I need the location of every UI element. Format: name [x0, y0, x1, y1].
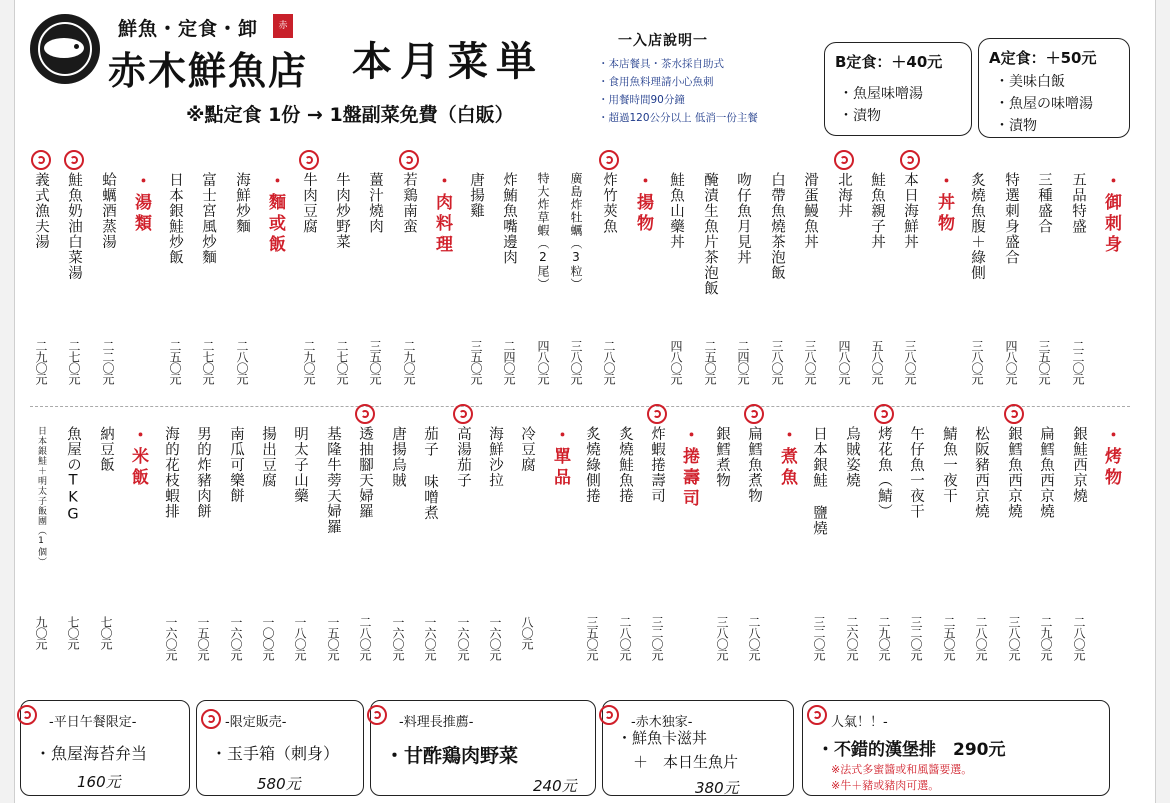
menu-item — [28, 172, 54, 250]
menu-item — [320, 426, 346, 535]
box-title: -限定販売- — [225, 715, 287, 730]
menu-item-name: 三種盛合 — [1036, 172, 1052, 234]
menu-item — [450, 426, 476, 488]
menu-item-price: 二二〇元 — [1071, 340, 1085, 384]
box-item: ・甘酢鶏肉野菜 — [385, 745, 519, 767]
menu-item-name: 吻仔魚月見丼 — [735, 172, 751, 265]
menu-item — [730, 172, 756, 265]
menu-item-name: 基隆牛蒡天婦羅 — [325, 426, 341, 535]
menu-item-price: 二四〇元 — [502, 340, 516, 384]
category-column — [774, 426, 800, 489]
menu-item-price: 一六〇元 — [488, 616, 502, 660]
category-column — [630, 172, 656, 235]
category-column — [931, 172, 957, 235]
menu-item-price: 一六〇元 — [456, 616, 470, 660]
popular-box — [802, 700, 1110, 796]
category-column — [125, 426, 151, 489]
menu-item — [612, 426, 638, 504]
menu-item — [195, 172, 221, 265]
menu-item-price: 八〇元 — [520, 616, 534, 649]
set-a-item: ・魚屋の味噌湯 — [995, 96, 1093, 112]
recommend-swirl-icon — [367, 705, 387, 725]
box-price: 580元 — [257, 775, 301, 793]
box-title: -赤木独家- — [631, 715, 693, 730]
menu-item-price: 三八〇元 — [803, 340, 817, 384]
menu-item-name: 炸竹莢魚 — [601, 172, 617, 234]
menu-item — [839, 426, 865, 488]
box-item-2: ＋ 本日生魚片 — [633, 753, 739, 771]
menu-item-price: 二九〇元 — [402, 340, 416, 384]
menu-item-price: 三二〇元 — [909, 616, 923, 660]
notes-title: 一入店說明一 — [618, 33, 708, 49]
menu-item-name: 炙燒鮭魚捲 — [617, 426, 633, 504]
menu-item-price: 四八〇元 — [536, 340, 550, 384]
menu-item-name: 廣島炸牡蠣（3粒） — [569, 172, 583, 291]
category-title: ・烤物 — [1101, 426, 1121, 489]
menu-item-name: 海的花枝蝦排 — [163, 426, 179, 519]
recommend-swirl-icon — [453, 404, 473, 424]
recommend-swirl-icon — [900, 150, 920, 170]
menu-item — [897, 172, 923, 250]
shop-logo — [30, 14, 100, 84]
menu-item — [417, 426, 443, 521]
note-line: ・用餐時間90分鐘 — [598, 94, 685, 106]
menu-item — [806, 426, 832, 536]
menu-item-name: 魚屋のTKG — [65, 426, 81, 524]
menu-item — [903, 426, 929, 519]
menu-item — [162, 172, 188, 265]
category-title: ・煮魚 — [777, 426, 797, 489]
menu-item-name: 特大炸草蝦（2尾） — [536, 172, 550, 291]
recommend-swirl-icon — [599, 150, 619, 170]
set-a-item: ・美味白飯 — [995, 74, 1065, 90]
menu-item — [93, 426, 119, 473]
menu-item-price: 二七〇元 — [335, 340, 349, 384]
set-b-title: B定食：＋40元 — [835, 53, 943, 71]
menu-item-price: 四八〇元 — [669, 340, 683, 384]
category-column — [262, 172, 288, 256]
menu-item — [255, 426, 281, 488]
menu-item-price: 二八〇元 — [618, 616, 632, 660]
menu-item-name: 明太子山藥 — [292, 426, 308, 504]
menu-item — [596, 172, 622, 234]
category-title: ・捲壽司 — [679, 426, 699, 510]
recommend-swirl-icon — [744, 404, 764, 424]
menu-item-name: 茄子 味噌煮 — [422, 426, 438, 521]
menu-item-price: 三二〇元 — [812, 616, 826, 660]
box-title: -平日午餐限定- — [49, 715, 137, 730]
menu-item-price: 一六〇元 — [164, 616, 178, 660]
category-title: ・麵或飯 — [265, 172, 285, 256]
note-line: ・超過120公分以上 低消一份主餐 — [598, 112, 758, 124]
menu-item-name: 銀鱈煮物 — [714, 426, 730, 488]
menu-item-price: 二五〇元 — [168, 340, 182, 384]
box-note: ※牛＋豬或豬肉可選。 — [831, 779, 940, 792]
set-a-title: A定食：＋50元 — [989, 49, 1097, 67]
seal-stamp: 赤 — [273, 14, 293, 38]
menu-item-name: 唐揚雞 — [468, 172, 484, 219]
menu-item — [1031, 172, 1057, 234]
box-title: 人氣！！- — [831, 715, 888, 730]
set-promo: ※點定食 1份 → 1盤副菜免費（白販） — [186, 104, 514, 126]
shop-subtitle: 鮮魚・定食・卸 — [118, 18, 259, 40]
menu-item-price: 七〇元 — [66, 616, 80, 649]
menu-item-price: 四八〇元 — [1004, 340, 1018, 384]
menu-item-price: 二七〇元 — [201, 340, 215, 384]
menu-item-price: 二七〇元 — [67, 340, 81, 384]
limited-sale-box — [196, 700, 364, 796]
menu-item-name: 炸蝦捲壽司 — [649, 426, 665, 504]
menu-item — [797, 172, 823, 250]
box-item: ・鮮魚卡滋丼 — [617, 729, 708, 747]
menu-item-name: 海鮮炒麵 — [234, 172, 250, 234]
category-column — [547, 426, 573, 489]
menu-item-name: 醃漬生魚片茶泡飯 — [702, 172, 718, 296]
menu-item-price: 一六〇元 — [229, 616, 243, 660]
menu-item-name: 滑蛋鰻魚丼 — [802, 172, 818, 250]
menu-item-name: 午仔魚一夜干 — [908, 426, 924, 519]
menu-item — [831, 172, 857, 219]
menu-item — [1066, 426, 1092, 504]
menu-item — [936, 426, 962, 504]
menu-item-price: 一六〇元 — [423, 616, 437, 660]
menu-item-price: 七〇元 — [99, 616, 113, 649]
recommend-swirl-icon — [874, 404, 894, 424]
menu-item — [296, 172, 322, 234]
menu-item-price: 一五〇元 — [196, 616, 210, 660]
recommend-swirl-icon — [31, 150, 51, 170]
menu-item-name: 松阪豬西京燒 — [973, 426, 989, 519]
category-title: ・揚物 — [633, 172, 653, 235]
menu-item-price: 二八〇元 — [747, 616, 761, 660]
menu-item-name: 炸鮪魚嘴邊肉 — [501, 172, 517, 265]
menu-item-name: 扁鱈魚西京燒 — [1038, 426, 1054, 519]
menu-item — [968, 426, 994, 519]
menu-item-price: 二二〇元 — [101, 340, 115, 384]
category-title: ・湯類 — [131, 172, 151, 235]
menu-item-name: 若鶏南蛮 — [401, 172, 417, 234]
box-item: ・玉手箱（刺身） — [211, 744, 340, 763]
menu-item-price: 五八〇元 — [870, 340, 884, 384]
menu-item — [663, 172, 689, 250]
recommend-swirl-icon — [807, 705, 827, 725]
set-a-item: ・漬物 — [995, 118, 1037, 134]
menu-item — [287, 426, 313, 504]
menu-item — [644, 426, 670, 504]
menu-title: 本月菜単 — [352, 38, 544, 85]
menu-item-price: 三五〇元 — [469, 340, 483, 384]
menu-item-price: 二八〇元 — [1072, 616, 1086, 660]
menu-item-price: 二九〇元 — [302, 340, 316, 384]
menu-item-price: 二九〇元 — [877, 616, 891, 660]
menu-item — [998, 172, 1024, 265]
menu-item-name: 北海丼 — [836, 172, 852, 219]
category-title: ・丼物 — [934, 172, 954, 235]
menu-item-name: 蛤蠣酒蒸湯 — [100, 172, 116, 250]
box-price: 380元 — [695, 779, 739, 797]
menu-item-name: 本日海鮮丼 — [902, 172, 918, 250]
menu-item — [530, 172, 556, 291]
shop-name: 赤木鮮魚店 — [108, 48, 309, 93]
category-title: ・肉料理 — [432, 172, 452, 256]
menu-item-name: 日本銀鮭 鹽燒 — [811, 426, 827, 536]
box-note: ※法式多蜜醬或和風醬要選。 — [831, 763, 973, 776]
menu-item-name: 銀鱈魚西京燒 — [1006, 426, 1022, 519]
menu-item-name: 五品特盛 — [1070, 172, 1086, 234]
menu-item-price: 三八〇元 — [770, 340, 784, 384]
menu-item-price: 四八〇元 — [837, 340, 851, 384]
menu-item-price: 一五〇元 — [326, 616, 340, 660]
menu-item — [563, 172, 589, 291]
menu-item-price: 三八〇元 — [569, 340, 583, 384]
menu-item-price: 一六〇元 — [391, 616, 405, 660]
category-column — [128, 172, 154, 235]
menu-item — [396, 172, 422, 234]
menu-item-name: 扁鱈魚煮物 — [746, 426, 762, 504]
menu-item-name: 鮭魚奶油白菜湯 — [66, 172, 82, 281]
menu-item-price: 九〇元 — [34, 616, 48, 649]
menu-item-name: 鯖魚一夜干 — [941, 426, 957, 504]
menu-item-name: 高湯茄子 — [455, 426, 471, 488]
menu-item-name: 烏賊姿燒 — [844, 426, 860, 488]
menu-item-name: 唐揚烏賊 — [390, 426, 406, 488]
recommend-swirl-icon — [17, 705, 37, 725]
menu-item-price: 二九〇元 — [34, 340, 48, 384]
category-column — [429, 172, 455, 256]
menu-item-name: 日本銀鮭炒飯 — [167, 172, 183, 265]
menu-item-name: 透抽腳天婦羅 — [357, 426, 373, 519]
menu-item — [158, 426, 184, 519]
menu-item-name: 海鮮沙拉 — [487, 426, 503, 488]
menu-item — [61, 172, 87, 281]
menu-item — [709, 426, 735, 488]
menu-item-name: 男的炸豬肉餅 — [195, 426, 211, 519]
recommend-swirl-icon — [1004, 404, 1024, 424]
box-price: 160元 — [77, 773, 121, 791]
chef-recommend-box — [370, 700, 596, 796]
category-title: ・御刺身 — [1101, 172, 1121, 256]
menu-item-price: 一八〇元 — [293, 616, 307, 660]
menu-item-name: 特選刺身盛合 — [1003, 172, 1019, 265]
box-item: ・不錯的漢堡排 290元 — [817, 740, 1006, 760]
menu-item-price: 二九〇元 — [1039, 616, 1053, 660]
menu-item-name: 義式漁夫湯 — [33, 172, 49, 250]
menu-item-name: 牛肉炒野菜 — [334, 172, 350, 250]
menu-item-price: 三八〇元 — [903, 340, 917, 384]
menu-item — [223, 426, 249, 504]
menu-item — [764, 172, 790, 281]
box-item: ・魚屋海苔弁当 — [35, 744, 148, 763]
recommend-swirl-icon — [64, 150, 84, 170]
menu-item — [864, 172, 890, 250]
menu-item — [871, 426, 897, 519]
exclusive-box — [602, 700, 794, 796]
set-b-box — [824, 42, 972, 136]
weekday-lunch-box — [20, 700, 190, 796]
menu-item — [362, 172, 388, 234]
menu-item-price: 二四〇元 — [736, 340, 750, 384]
note-line: ・本店餐具・茶水採自助式 — [598, 58, 724, 70]
fish-eye-icon — [74, 44, 79, 49]
box-price: 240元 — [533, 777, 577, 795]
set-b-item: ・漬物 — [839, 108, 881, 124]
menu-item — [514, 426, 540, 473]
menu-item-price: 二六〇元 — [845, 616, 859, 660]
note-line: ・食用魚料理請小心魚刺 — [598, 76, 714, 88]
menu-item — [496, 172, 522, 265]
menu-item-name: 烤花魚（鯖） — [876, 426, 892, 519]
menu-item — [1001, 426, 1027, 519]
menu-item-name: 揚出豆腐 — [260, 426, 276, 488]
menu-item — [1033, 426, 1059, 519]
menu-item — [60, 426, 86, 524]
menu-item — [482, 426, 508, 488]
category-column — [1098, 426, 1124, 489]
set-a-box — [978, 38, 1130, 138]
menu-item-price: 二八〇元 — [974, 616, 988, 660]
section-divider — [30, 406, 1130, 407]
menu-item — [964, 172, 990, 281]
menu-item — [352, 426, 378, 519]
menu-item-name: 鮭魚山藥丼 — [668, 172, 684, 250]
menu-item-price: 二五〇元 — [942, 616, 956, 660]
menu-item — [229, 172, 255, 234]
menu-item — [579, 426, 605, 504]
menu-item-price: 二五〇元 — [703, 340, 717, 384]
category-title: ・單品 — [550, 426, 570, 489]
recommend-swirl-icon — [599, 705, 619, 725]
menu-item — [95, 172, 121, 250]
category-column — [1098, 172, 1124, 256]
menu-item-price: 三五〇元 — [1037, 340, 1051, 384]
menu-item-price: 一〇〇元 — [261, 616, 275, 660]
menu-item-name: 納豆飯 — [98, 426, 114, 473]
menu-item-name: 鮭魚親子丼 — [869, 172, 885, 250]
menu-item-price: 三五〇元 — [585, 616, 599, 660]
menu-item-name: 白帶魚燒茶泡飯 — [769, 172, 785, 281]
menu-item-name: 富士宮風炒麵 — [200, 172, 216, 265]
menu-item — [463, 172, 489, 219]
recommend-swirl-icon — [647, 404, 667, 424]
menu-item — [697, 172, 723, 296]
menu-item-price: 二八〇元 — [358, 616, 372, 660]
box-title: -料理長推薦- — [399, 715, 474, 730]
menu-item-price: 二八〇元 — [602, 340, 616, 384]
menu-item-name: 冷豆腐 — [519, 426, 535, 473]
menu-item-name: 炙燒魚腹＋綠側 — [969, 172, 985, 281]
menu-item — [28, 426, 54, 567]
menu-item-price: 三八〇元 — [1007, 616, 1021, 660]
menu-item — [385, 426, 411, 488]
menu-item-name: 南瓜可樂餅 — [228, 426, 244, 504]
recommend-swirl-icon — [201, 709, 221, 729]
menu-item-price: 三八〇元 — [970, 340, 984, 384]
recommend-swirl-icon — [355, 404, 375, 424]
menu-item — [190, 426, 216, 519]
set-b-item: ・魚屋味噌湯 — [839, 86, 923, 102]
menu-item-name: 炙燒綠側捲 — [584, 426, 600, 504]
recommend-swirl-icon — [834, 150, 854, 170]
menu-item-price: 三五〇元 — [368, 340, 382, 384]
menu-item-name: 銀鮭西京燒 — [1071, 426, 1087, 504]
category-title: ・米飯 — [128, 426, 148, 489]
menu-item-price: 三二〇元 — [650, 616, 664, 660]
recommend-swirl-icon — [399, 150, 419, 170]
category-column — [676, 426, 702, 510]
menu-item-price: 二八〇元 — [235, 340, 249, 384]
recommend-swirl-icon — [299, 150, 319, 170]
menu-item-price: 三八〇元 — [715, 616, 729, 660]
menu-item-name: 日本銀鮭＋明太子飯團（1個） — [36, 426, 46, 567]
menu-item — [329, 172, 355, 250]
menu-item-name: 薑汁燒肉 — [367, 172, 383, 234]
menu-item-name: 牛肉豆腐 — [301, 172, 317, 234]
menu-item — [1065, 172, 1091, 234]
menu-item — [741, 426, 767, 504]
